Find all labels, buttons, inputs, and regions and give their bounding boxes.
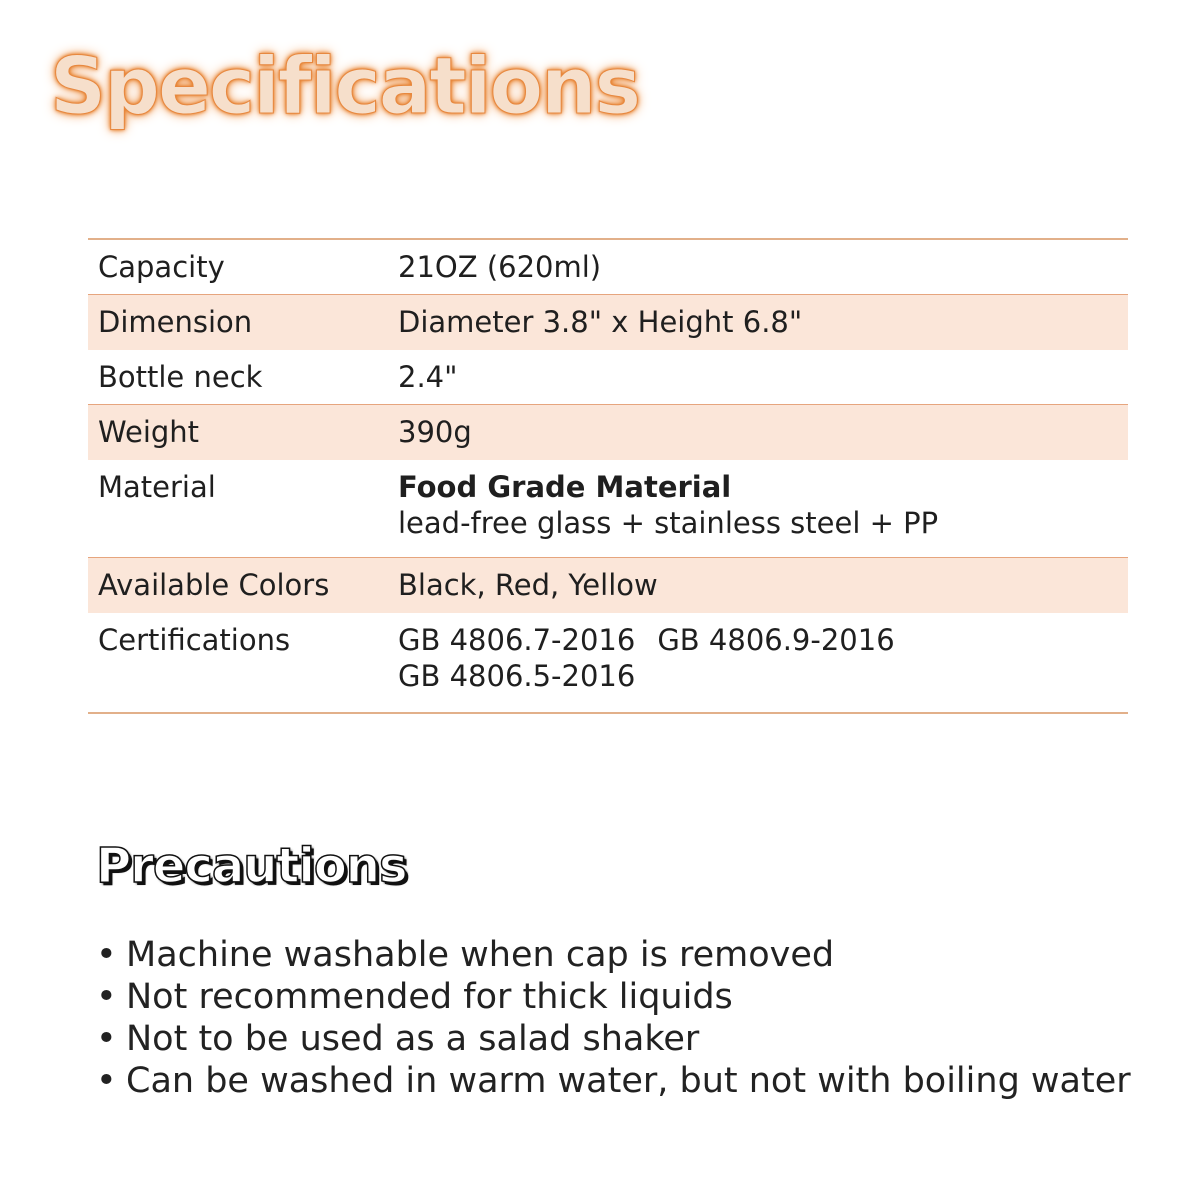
spec-value [398, 460, 1128, 558]
material-grade: Food Grade Material [398, 469, 732, 504]
spec-value [398, 613, 1128, 713]
spec-label: Material [98, 469, 216, 504]
list-item [96, 976, 1131, 1018]
list-item [96, 1060, 1131, 1102]
spec-row-capacity [88, 239, 1128, 295]
spec-row-weight [88, 405, 1128, 460]
spec-label: Dimension [98, 305, 253, 339]
specifications-heading: Specifications [50, 42, 639, 132]
bullet-icon: • [96, 935, 117, 975]
spec-value: 390g [398, 415, 472, 449]
spec-row-material [88, 460, 1128, 558]
bullet-icon: • [96, 977, 117, 1017]
spec-label: Available Colors [98, 568, 330, 602]
bullet-icon: • [96, 1061, 117, 1101]
specifications-table [88, 238, 1128, 714]
spec-label: Certifications [98, 622, 291, 657]
precaution-text: Not recommended for thick liquids [126, 977, 733, 1017]
precautions-list [96, 934, 1131, 1102]
list-item [96, 1018, 1131, 1060]
spec-value: Black, Red, Yellow [398, 568, 658, 602]
precaution-text: Not to be used as a salad shaker [126, 1019, 700, 1059]
list-item [96, 934, 1131, 976]
certification-code: GB 4806.9-2016 [657, 622, 895, 657]
spec-value: 21OZ (620ml) [398, 250, 602, 284]
spec-label: Weight [98, 415, 200, 449]
spec-row-dimension [88, 295, 1128, 350]
spec-label: Bottle neck [98, 359, 263, 394]
bullet-icon: • [96, 1019, 117, 1059]
precaution-text: Can be washed in warm water, but not with boiling water [126, 1061, 1131, 1101]
spec-row-available-colors [88, 558, 1128, 613]
precaution-text: Machine washable when cap is removed [126, 935, 835, 975]
spec-value: 2.4" [398, 359, 458, 394]
spec-value: Diameter 3.8" x Height 6.8" [398, 305, 803, 339]
spec-label: Capacity [98, 250, 225, 284]
precautions-heading: Precautions [96, 838, 407, 894]
spec-row-bottle-neck [88, 350, 1128, 405]
spec-row-certifications [88, 613, 1128, 713]
certification-code: GB 4806.5-2016 [398, 658, 636, 693]
material-composition: lead-free glass + stainless steel + PP [398, 505, 939, 540]
certification-code: GB 4806.7-2016 [398, 622, 636, 657]
